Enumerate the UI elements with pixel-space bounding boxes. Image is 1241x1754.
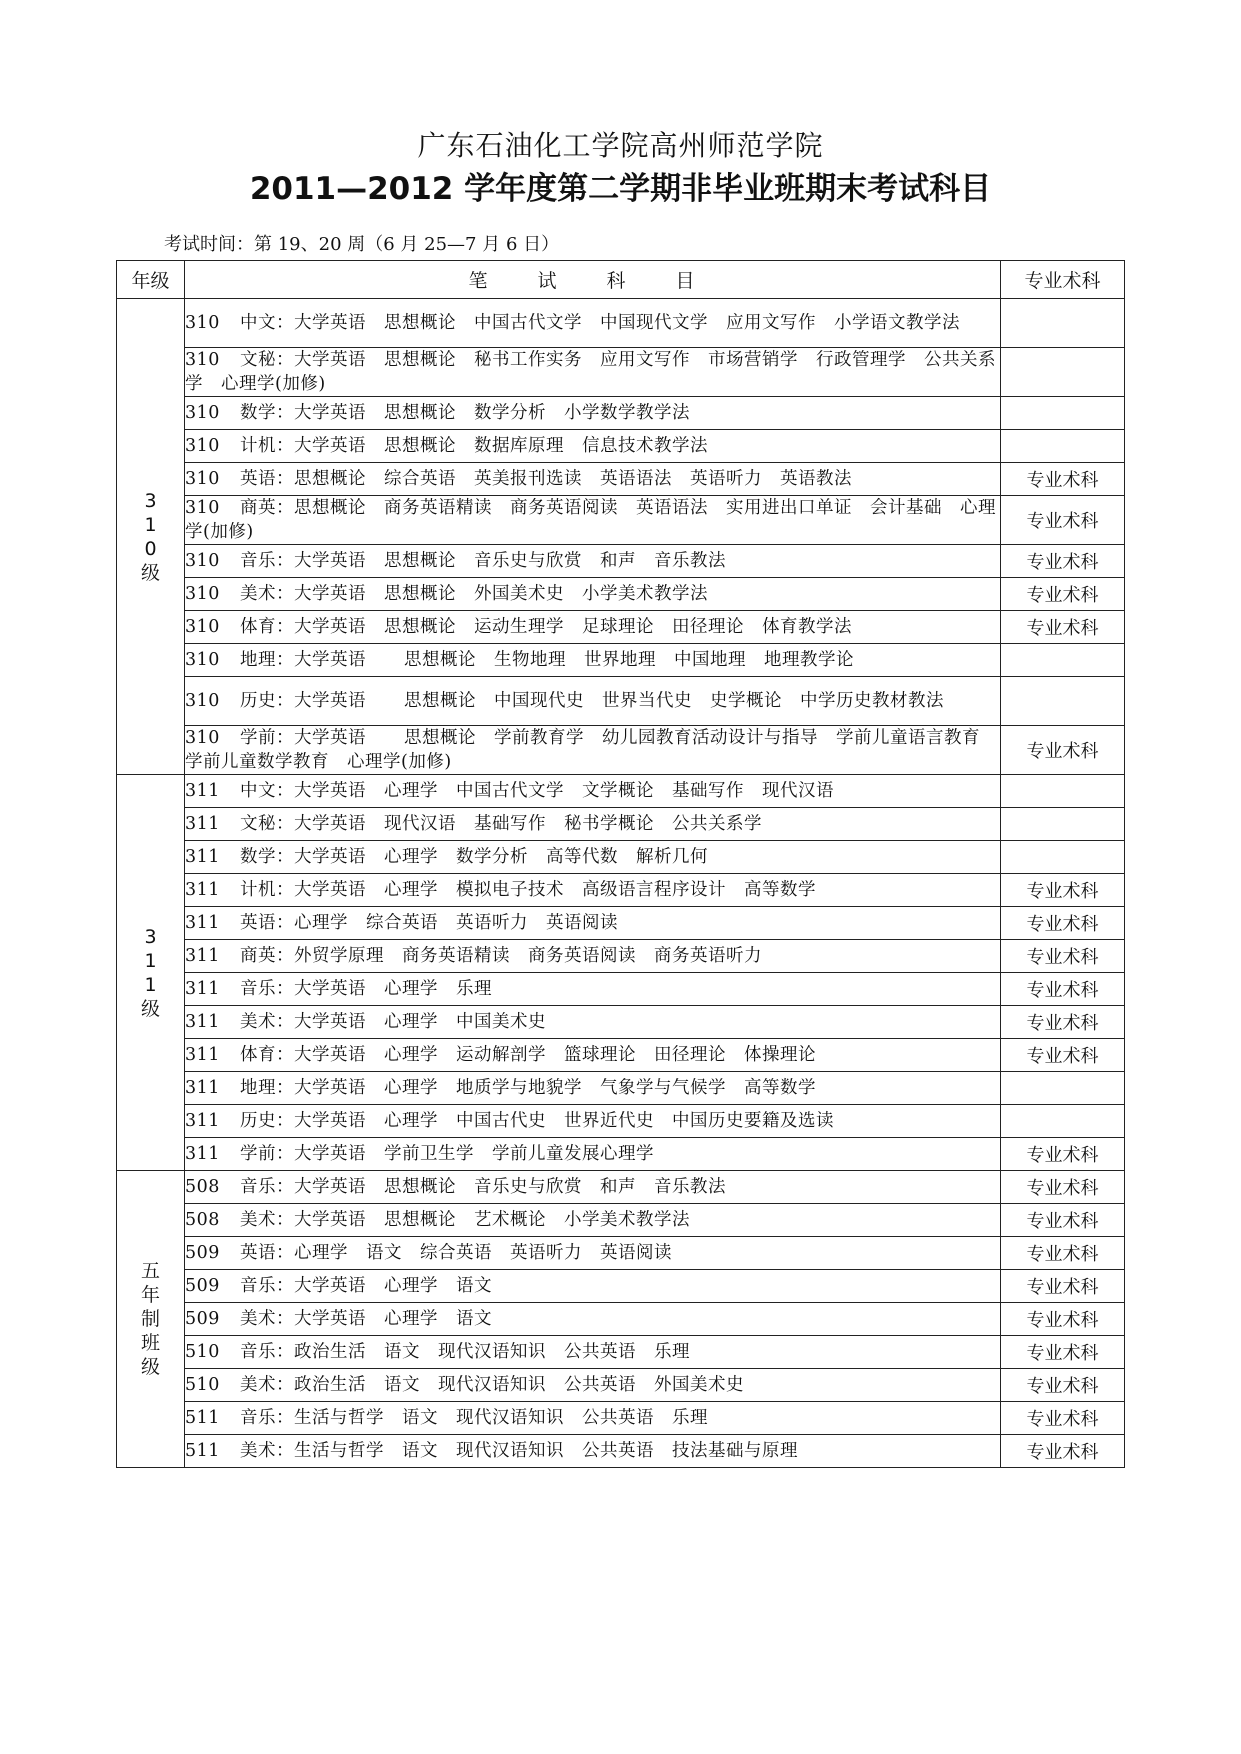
- subjects-cell: 310 文秘：大学英语 思想概论 秘书工作实务 应用文写作 市场营销学 行政管理学 公共关系学 心理学(加修): [185, 348, 1001, 397]
- subjects-cell: 508 音乐：大学英语 思想概论 音乐史与欣赏 和声 音乐教法: [185, 1171, 1001, 1204]
- professional-cell: 专业术科: [1001, 973, 1125, 1006]
- professional-cell: 专业术科: [1001, 611, 1125, 644]
- table-row: [117, 940, 1125, 973]
- grade-cell: [117, 299, 185, 775]
- exam-subjects-table: [116, 260, 1125, 1468]
- professional-cell: 专业术科: [1001, 874, 1125, 907]
- subjects-cell: 311 英语：心理学 综合英语 英语听力 英语阅读: [185, 907, 1001, 940]
- table-row: [117, 348, 1125, 397]
- professional-cell: 专业术科: [1001, 578, 1125, 611]
- professional-cell: [1001, 299, 1125, 348]
- subjects-cell: 310 计机：大学英语 思想概论 数据库原理 信息技术教学法: [185, 430, 1001, 463]
- professional-cell: 专业术科: [1001, 1138, 1125, 1171]
- table-header-row: [117, 261, 1125, 299]
- subjects-cell: 311 商英：外贸学原理 商务英语精读 商务英语阅读 商务英语听力: [185, 940, 1001, 973]
- subjects-cell: 310 数学：大学英语 思想概论 数学分析 小学数学教学法: [185, 397, 1001, 430]
- subjects-cell: 310 英语：思想概论 综合英语 英美报刊选读 英语语法 英语听力 英语教法: [185, 463, 1001, 496]
- professional-cell: 专业术科: [1001, 496, 1125, 545]
- table-row: [117, 1303, 1125, 1336]
- professional-cell: 专业术科: [1001, 463, 1125, 496]
- table-row: [117, 1270, 1125, 1303]
- grade-label: 310级: [140, 489, 160, 584]
- professional-cell: [1001, 841, 1125, 874]
- table-row: [117, 677, 1125, 726]
- professional-cell: 专业术科: [1001, 1006, 1125, 1039]
- header-professional: 专业术科: [1001, 261, 1125, 299]
- professional-cell: 专业术科: [1001, 1303, 1125, 1336]
- table-row: [117, 874, 1125, 907]
- professional-cell: 专业术科: [1001, 1171, 1125, 1204]
- table-row: [117, 1171, 1125, 1204]
- table-body: [117, 299, 1125, 1468]
- table-row: [117, 545, 1125, 578]
- professional-cell: [1001, 808, 1125, 841]
- professional-cell: 专业术科: [1001, 545, 1125, 578]
- subjects-cell: 311 学前：大学英语 学前卫生学 学前儿童发展心理学: [185, 1138, 1001, 1171]
- subjects-cell: 511 美术：生活与哲学 语文 现代汉语知识 公共英语 技法基础与原理: [185, 1435, 1001, 1468]
- table-row: [117, 907, 1125, 940]
- subjects-cell: 310 学前：大学英语 思想概论 学前教育学 幼儿园教育活动设计与指导 学前儿童语言教育 学前儿童数学教育 心理学(加修): [185, 726, 1001, 775]
- professional-cell: 专业术科: [1001, 1039, 1125, 1072]
- table-row: [117, 841, 1125, 874]
- professional-cell: 专业术科: [1001, 1237, 1125, 1270]
- professional-cell: 专业术科: [1001, 1402, 1125, 1435]
- professional-cell: [1001, 677, 1125, 726]
- table-row: [117, 808, 1125, 841]
- table-row: [117, 397, 1125, 430]
- table-row: [117, 1435, 1125, 1468]
- subjects-cell: 311 体育：大学英语 心理学 运动解剖学 篮球理论 田径理论 体操理论: [185, 1039, 1001, 1072]
- exam-time: 考试时间：第 19、20 周（6 月 25—7 月 6 日）: [164, 234, 560, 255]
- table-row: [117, 775, 1125, 808]
- professional-cell: 专业术科: [1001, 726, 1125, 775]
- professional-cell: 专业术科: [1001, 1270, 1125, 1303]
- professional-cell: [1001, 1072, 1125, 1105]
- table-row: [117, 611, 1125, 644]
- subjects-cell: 310 中文：大学英语 思想概论 中国古代文学 中国现代文学 应用文写作 小学语文教学法: [185, 299, 1001, 348]
- professional-cell: [1001, 430, 1125, 463]
- professional-cell: 专业术科: [1001, 940, 1125, 973]
- subjects-cell: 509 音乐：大学英语 心理学 语文: [185, 1270, 1001, 1303]
- subjects-cell: 311 计机：大学英语 心理学 模拟电子技术 高级语言程序设计 高等数学: [185, 874, 1001, 907]
- subjects-cell: 511 音乐：生活与哲学 语文 现代汉语知识 公共英语 乐理: [185, 1402, 1001, 1435]
- table-row: [117, 1369, 1125, 1402]
- subjects-cell: 310 美术：大学英语 思想概论 外国美术史 小学美术教学法: [185, 578, 1001, 611]
- subjects-cell: 509 美术：大学英语 心理学 语文: [185, 1303, 1001, 1336]
- table-row: [117, 644, 1125, 677]
- subjects-cell: 311 美术：大学英语 心理学 中国美术史: [185, 1006, 1001, 1039]
- subjects-cell: 310 历史：大学英语 思想概论 中国现代史 世界当代史 史学概论 中学历史教材教法: [185, 677, 1001, 726]
- subjects-cell: 310 商英：思想概论 商务英语精读 商务英语阅读 英语语法 实用进出口单证 会计基础 心理学(加修): [185, 496, 1001, 545]
- subjects-cell: 311 地理：大学英语 心理学 地质学与地貌学 气象学与气候学 高等数学: [185, 1072, 1001, 1105]
- professional-cell: 专业术科: [1001, 1204, 1125, 1237]
- subjects-cell: 311 数学：大学英语 心理学 数学分析 高等代数 解析几何: [185, 841, 1001, 874]
- header-grade: 年级: [117, 261, 185, 299]
- professional-cell: [1001, 644, 1125, 677]
- table-row: [117, 726, 1125, 775]
- subjects-cell: 510 美术：政治生活 语文 现代汉语知识 公共英语 外国美术史: [185, 1369, 1001, 1402]
- subjects-cell: 310 音乐：大学英语 思想概论 音乐史与欣赏 和声 音乐教法: [185, 545, 1001, 578]
- professional-cell: [1001, 397, 1125, 430]
- table-row: [117, 299, 1125, 348]
- table-row: [117, 973, 1125, 1006]
- subjects-cell: 510 音乐：政治生活 语文 现代汉语知识 公共英语 乐理: [185, 1336, 1001, 1369]
- table-row: [117, 1336, 1125, 1369]
- subjects-cell: 508 美术：大学英语 思想概论 艺术概论 小学美术教学法: [185, 1204, 1001, 1237]
- header-subjects: 笔 试 科 目: [185, 261, 1001, 299]
- table-row: [117, 578, 1125, 611]
- subjects-cell: 311 中文：大学英语 心理学 中国古代文学 文学概论 基础写作 现代汉语: [185, 775, 1001, 808]
- table-row: [117, 1402, 1125, 1435]
- subjects-cell: 509 英语：心理学 语文 综合英语 英语听力 英语阅读: [185, 1237, 1001, 1270]
- professional-cell: 专业术科: [1001, 1435, 1125, 1468]
- table-row: [117, 463, 1125, 496]
- table-row: [117, 1138, 1125, 1171]
- professional-cell: 专业术科: [1001, 1369, 1125, 1402]
- professional-cell: 专业术科: [1001, 1336, 1125, 1369]
- grade-cell: [117, 775, 185, 1171]
- professional-cell: [1001, 1105, 1125, 1138]
- table-row: [117, 430, 1125, 463]
- table-row: [117, 1006, 1125, 1039]
- table-row: [117, 1204, 1125, 1237]
- table-row: [117, 1237, 1125, 1270]
- document-title: 2011—2012 学年度第二学期非毕业班期末考试科目: [249, 171, 992, 207]
- subjects-cell: 311 文秘：大学英语 现代汉语 基础写作 秘书学概论 公共关系学: [185, 808, 1001, 841]
- professional-cell: 专业术科: [1001, 907, 1125, 940]
- subjects-cell: 311 音乐：大学英语 心理学 乐理: [185, 973, 1001, 1006]
- grade-label: 311级: [140, 925, 160, 1020]
- professional-cell: [1001, 348, 1125, 397]
- table-row: [117, 1105, 1125, 1138]
- school-name: 广东石油化工学院高州师范学院: [417, 129, 824, 162]
- subjects-cell: 310 地理：大学英语 思想概论 生物地理 世界地理 中国地理 地理教学论: [185, 644, 1001, 677]
- table-row: [117, 496, 1125, 545]
- grade-cell: [117, 1171, 185, 1468]
- grade-label: 五年制班级: [140, 1260, 160, 1378]
- subjects-cell: 310 体育：大学英语 思想概论 运动生理学 足球理论 田径理论 体育教学法: [185, 611, 1001, 644]
- table-row: [117, 1039, 1125, 1072]
- subjects-cell: 311 历史：大学英语 心理学 中国古代史 世界近代史 中国历史要籍及选读: [185, 1105, 1001, 1138]
- table-row: [117, 1072, 1125, 1105]
- professional-cell: [1001, 775, 1125, 808]
